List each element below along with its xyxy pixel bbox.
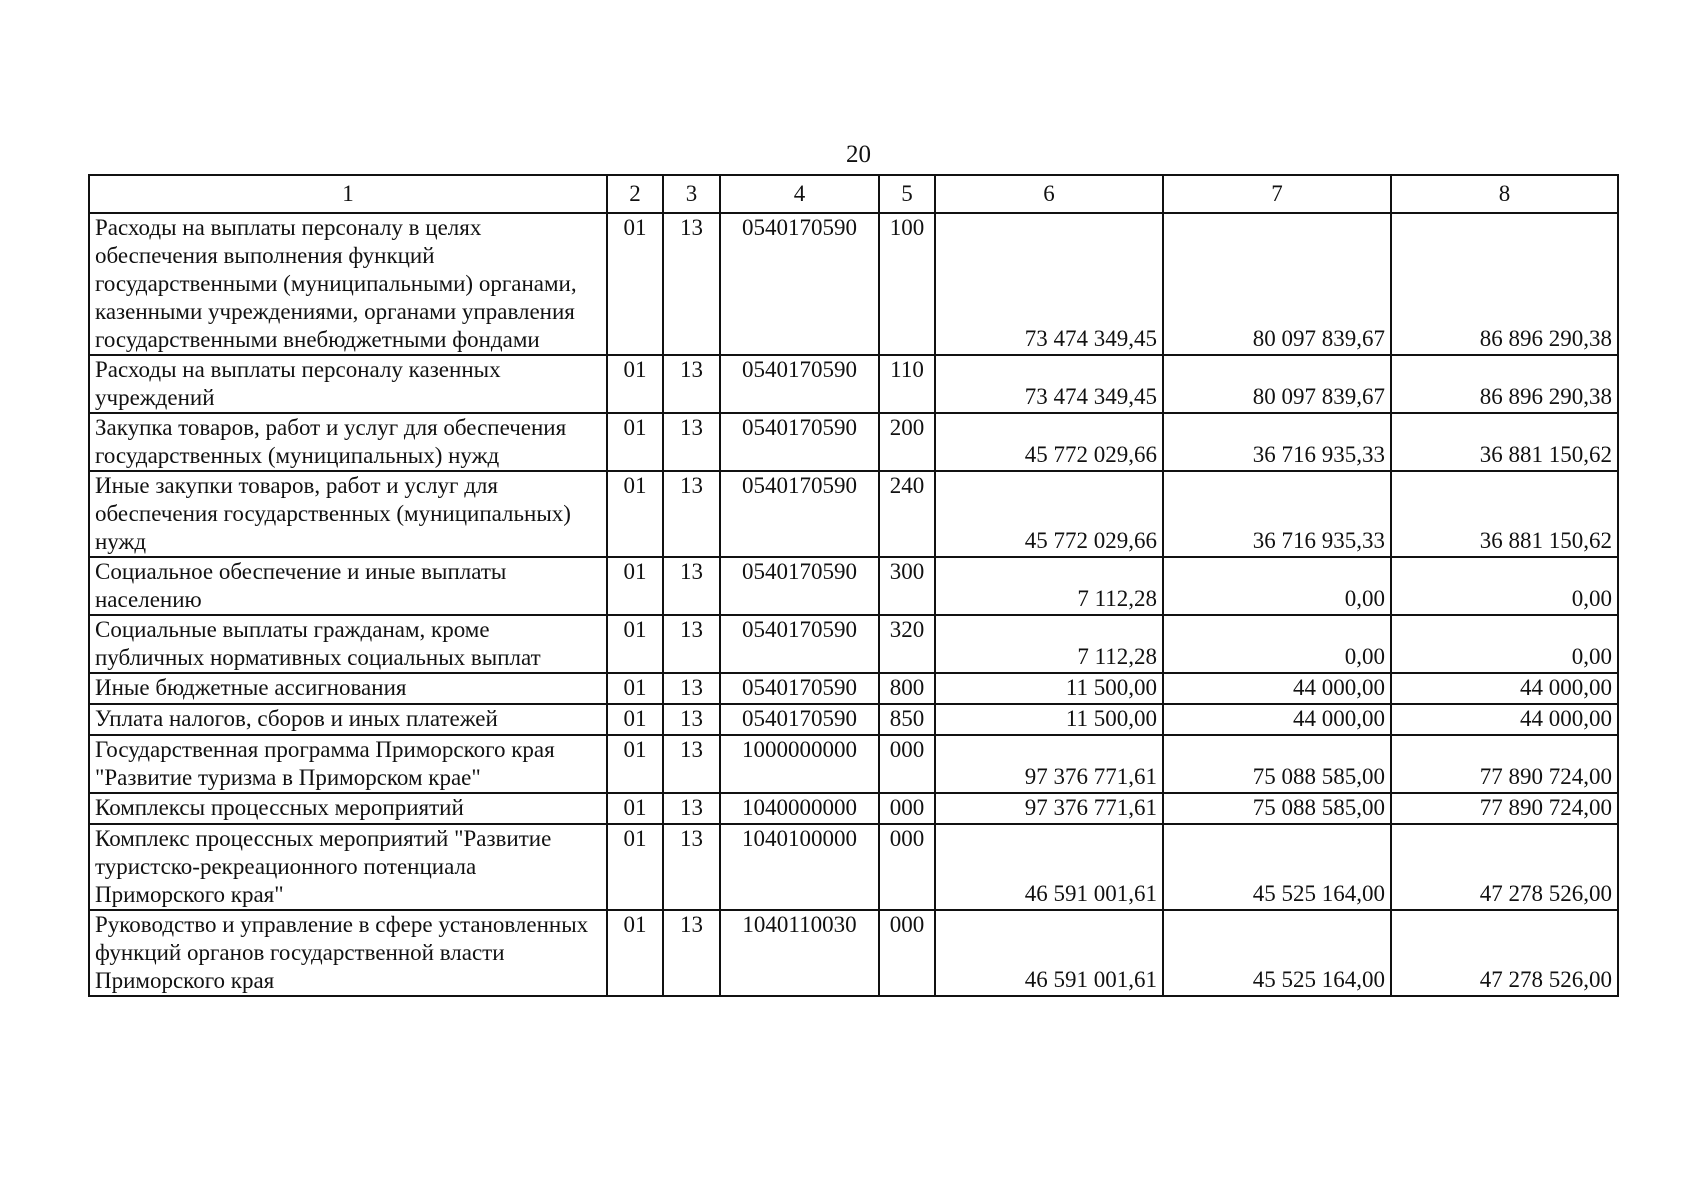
- program-code: 0540170590: [720, 673, 879, 704]
- amount-col-8: 77 890 724,00: [1391, 793, 1618, 824]
- expense-type-code: 240: [879, 471, 935, 557]
- expense-type-code: 000: [879, 793, 935, 824]
- program-code: 0540170590: [720, 471, 879, 557]
- table-row: [89, 673, 1618, 704]
- amount-col-6: 11 500,00: [935, 704, 1163, 735]
- subsection-code: 13: [663, 824, 720, 910]
- amount-col-7: 0,00: [1163, 557, 1391, 615]
- amount-col-8: 77 890 724,00: [1391, 735, 1618, 793]
- amount-col-8: 44 000,00: [1391, 704, 1618, 735]
- amount-col-6: 45 772 029,66: [935, 413, 1163, 471]
- amount-col-8: 47 278 526,00: [1391, 910, 1618, 996]
- expense-type-code: 320: [879, 615, 935, 673]
- amount-col-7: 44 000,00: [1163, 673, 1391, 704]
- table-row: [89, 471, 1618, 557]
- amount-col-8: 0,00: [1391, 615, 1618, 673]
- program-code: 0540170590: [720, 557, 879, 615]
- table-row: [89, 355, 1618, 413]
- row-name: Социальные выплаты гражданам, кроме публичных нормативных социальных выплат: [89, 615, 607, 673]
- section-code: 01: [607, 355, 663, 413]
- section-code: 01: [607, 793, 663, 824]
- amount-col-6: 11 500,00: [935, 673, 1163, 704]
- table-row: [89, 735, 1618, 793]
- subsection-code: 13: [663, 615, 720, 673]
- subsection-code: 13: [663, 355, 720, 413]
- row-name: Иные закупки товаров, работ и услуг для обеспечения государственных (муниципальных) нужд: [89, 471, 607, 557]
- column-header: 6: [935, 175, 1163, 213]
- program-code: 0540170590: [720, 213, 879, 355]
- program-code: 1040100000: [720, 824, 879, 910]
- subsection-code: 13: [663, 557, 720, 615]
- row-name: Комплексы процессных мероприятий: [89, 793, 607, 824]
- section-code: 01: [607, 673, 663, 704]
- row-name: Уплата налогов, сборов и иных платежей: [89, 704, 607, 735]
- table-row: [89, 793, 1618, 824]
- amount-col-6: 97 376 771,61: [935, 793, 1163, 824]
- amount-col-7: 44 000,00: [1163, 704, 1391, 735]
- expense-type-code: 200: [879, 413, 935, 471]
- table-row: [89, 213, 1618, 355]
- page-number: 20: [846, 141, 871, 168]
- row-name: Социальное обеспечение и иные выплаты населению: [89, 557, 607, 615]
- subsection-code: 13: [663, 704, 720, 735]
- section-code: 01: [607, 615, 663, 673]
- expense-type-code: 300: [879, 557, 935, 615]
- table-row: [89, 824, 1618, 910]
- column-header: 3: [663, 175, 720, 213]
- program-code: 1040110030: [720, 910, 879, 996]
- subsection-code: 13: [663, 471, 720, 557]
- subsection-code: 13: [663, 735, 720, 793]
- row-name: Закупка товаров, работ и услуг для обеспечения государственных (муниципальных) нужд: [89, 413, 607, 471]
- amount-col-7: 45 525 164,00: [1163, 824, 1391, 910]
- subsection-code: 13: [663, 910, 720, 996]
- expense-type-code: 800: [879, 673, 935, 704]
- section-code: 01: [607, 413, 663, 471]
- section-code: 01: [607, 213, 663, 355]
- amount-col-7: 36 716 935,33: [1163, 413, 1391, 471]
- row-name: Расходы на выплаты персоналу казенных учреждений: [89, 355, 607, 413]
- amount-col-6: 46 591 001,61: [935, 824, 1163, 910]
- column-header: 1: [89, 175, 607, 213]
- amount-col-6: 7 112,28: [935, 615, 1163, 673]
- column-header: 5: [879, 175, 935, 213]
- amount-col-7: 0,00: [1163, 615, 1391, 673]
- table-row: [89, 910, 1618, 996]
- column-header: 2: [607, 175, 663, 213]
- expense-type-code: 000: [879, 824, 935, 910]
- expense-type-code: 000: [879, 910, 935, 996]
- expense-type-code: 850: [879, 704, 935, 735]
- expense-type-code: 000: [879, 735, 935, 793]
- row-name: Государственная программа Приморского края "Развитие туризма в Приморском крае": [89, 735, 607, 793]
- amount-col-7: 75 088 585,00: [1163, 735, 1391, 793]
- column-header: 8: [1391, 175, 1618, 213]
- program-code: 0540170590: [720, 615, 879, 673]
- section-code: 01: [607, 735, 663, 793]
- row-name: Расходы на выплаты персоналу в целях обеспечения выполнения функций государственными (муниципальными) органами, казенными учреждениями, органами управления государственными внебюджетными фондами: [89, 213, 607, 355]
- row-name: Иные бюджетные ассигнования: [89, 673, 607, 704]
- subsection-code: 13: [663, 673, 720, 704]
- row-name: Руководство и управление в сфере установленных функций органов государственной власти Приморского края: [89, 910, 607, 996]
- amount-col-8: 0,00: [1391, 557, 1618, 615]
- column-header: 4: [720, 175, 879, 213]
- program-code: 1000000000: [720, 735, 879, 793]
- row-name: Комплекс процессных мероприятий "Развитие туристско-рекреационного потенциала Приморского края": [89, 824, 607, 910]
- program-code: 0540170590: [720, 413, 879, 471]
- section-code: 01: [607, 704, 663, 735]
- amount-col-7: 75 088 585,00: [1163, 793, 1391, 824]
- amount-col-6: 45 772 029,66: [935, 471, 1163, 557]
- header-row: [89, 175, 1618, 213]
- amount-col-6: 73 474 349,45: [935, 213, 1163, 355]
- amount-col-7: 80 097 839,67: [1163, 355, 1391, 413]
- amount-col-8: 47 278 526,00: [1391, 824, 1618, 910]
- amount-col-8: 44 000,00: [1391, 673, 1618, 704]
- section-code: 01: [607, 557, 663, 615]
- section-code: 01: [607, 471, 663, 557]
- program-code: 0540170590: [720, 704, 879, 735]
- section-code: 01: [607, 824, 663, 910]
- amount-col-8: 86 896 290,38: [1391, 355, 1618, 413]
- program-code: 1040000000: [720, 793, 879, 824]
- expense-type-code: 110: [879, 355, 935, 413]
- program-code: 0540170590: [720, 355, 879, 413]
- amount-col-8: 86 896 290,38: [1391, 213, 1618, 355]
- table-row: [89, 704, 1618, 735]
- table-row: [89, 615, 1618, 673]
- subsection-code: 13: [663, 793, 720, 824]
- table-row: [89, 413, 1618, 471]
- amount-col-7: 45 525 164,00: [1163, 910, 1391, 996]
- section-code: 01: [607, 910, 663, 996]
- subsection-code: 13: [663, 213, 720, 355]
- amount-col-7: 36 716 935,33: [1163, 471, 1391, 557]
- expense-type-code: 100: [879, 213, 935, 355]
- amount-col-8: 36 881 150,62: [1391, 413, 1618, 471]
- amount-col-7: 80 097 839,67: [1163, 213, 1391, 355]
- amount-col-8: 36 881 150,62: [1391, 471, 1618, 557]
- table-row: [89, 557, 1618, 615]
- budget-table: [88, 174, 1619, 997]
- amount-col-6: 46 591 001,61: [935, 910, 1163, 996]
- column-header: 7: [1163, 175, 1391, 213]
- subsection-code: 13: [663, 413, 720, 471]
- amount-col-6: 73 474 349,45: [935, 355, 1163, 413]
- amount-col-6: 97 376 771,61: [935, 735, 1163, 793]
- amount-col-6: 7 112,28: [935, 557, 1163, 615]
